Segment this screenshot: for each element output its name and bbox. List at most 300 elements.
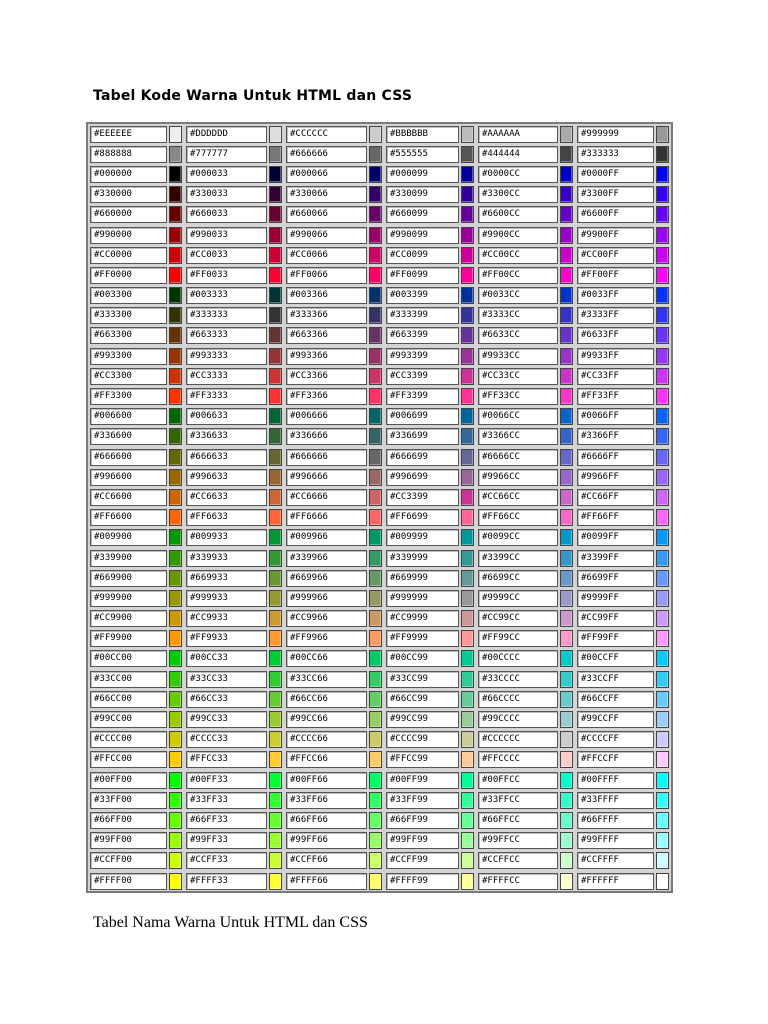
color-code-text: #00CC33 xyxy=(186,650,267,667)
color-code-cell xyxy=(575,669,655,689)
color-code-text: #FF66CC xyxy=(478,509,558,526)
color-swatch-cell xyxy=(559,588,575,608)
color-code-text: #660033 xyxy=(186,206,267,223)
color-code-cell xyxy=(284,528,368,548)
color-code-text: #00CC99 xyxy=(386,650,459,667)
color-swatch-cell xyxy=(460,265,476,285)
color-code-text: #FF66FF xyxy=(577,509,654,526)
color-code-text: #FF0066 xyxy=(286,267,367,284)
color-code-cell xyxy=(476,366,559,386)
color-swatch-cell xyxy=(368,689,384,709)
color-code-text: #CCCC00 xyxy=(90,731,167,748)
color-code-text: #FF00FF xyxy=(577,267,654,284)
table-row xyxy=(88,205,671,225)
color-swatch-cell xyxy=(655,810,671,830)
color-code-cell xyxy=(284,709,368,729)
color-swatch xyxy=(656,731,669,748)
color-swatch-cell xyxy=(460,790,476,810)
color-swatch xyxy=(269,186,282,203)
color-swatch-cell xyxy=(460,871,476,891)
color-code-cell xyxy=(284,689,368,709)
color-swatch xyxy=(369,691,382,708)
color-code-cell xyxy=(284,286,368,306)
color-code-text: #CCCC33 xyxy=(186,731,267,748)
color-code-text: #6600CC xyxy=(478,206,558,223)
color-code-text: #CC3399 xyxy=(386,368,459,385)
color-code-text: #33CCFF xyxy=(577,671,654,688)
color-code-text: #006633 xyxy=(186,408,267,425)
color-code-text: #3333CC xyxy=(478,307,558,324)
color-swatch xyxy=(369,287,382,304)
color-code-cell xyxy=(476,528,559,548)
color-code-cell xyxy=(88,144,168,164)
color-code-cell xyxy=(284,508,368,528)
color-code-cell xyxy=(88,366,168,386)
color-code-cell xyxy=(88,205,168,225)
color-swatch xyxy=(269,267,282,284)
color-code-cell xyxy=(575,185,655,205)
color-code-text: #CC9999 xyxy=(386,610,459,627)
color-code-text: #999999 xyxy=(577,126,654,143)
color-swatch-cell xyxy=(268,548,284,568)
color-swatch xyxy=(169,630,182,647)
color-swatch-cell xyxy=(368,810,384,830)
color-swatch xyxy=(269,489,282,506)
color-swatch-cell xyxy=(268,144,284,164)
color-swatch xyxy=(369,206,382,223)
color-swatch-cell xyxy=(460,286,476,306)
color-swatch-cell xyxy=(460,568,476,588)
color-swatch-cell xyxy=(168,326,184,346)
color-code-cell xyxy=(88,730,168,750)
color-code-text: #666600 xyxy=(90,449,167,466)
color-code-cell xyxy=(476,205,559,225)
color-swatch-cell xyxy=(655,568,671,588)
color-swatch-cell xyxy=(460,447,476,467)
color-swatch xyxy=(656,610,669,627)
color-swatch-cell xyxy=(168,366,184,386)
color-code-cell xyxy=(476,225,559,245)
color-swatch xyxy=(461,408,474,425)
color-swatch xyxy=(656,206,669,223)
color-swatch-cell xyxy=(368,790,384,810)
color-swatch-cell xyxy=(368,508,384,528)
color-swatch-cell xyxy=(368,306,384,326)
table-row xyxy=(88,467,671,487)
color-code-text: #996699 xyxy=(386,469,459,486)
color-code-cell xyxy=(284,831,368,851)
color-code-text: #003333 xyxy=(186,287,267,304)
color-swatch xyxy=(461,772,474,789)
table-row xyxy=(88,326,671,346)
color-code-text: #66CC66 xyxy=(286,691,367,708)
color-code-text: #FF3399 xyxy=(386,388,459,405)
color-swatch-cell xyxy=(655,548,671,568)
color-swatch-cell xyxy=(268,750,284,770)
color-code-cell xyxy=(476,447,559,467)
color-swatch xyxy=(269,550,282,567)
color-code-cell xyxy=(384,366,460,386)
color-code-cell xyxy=(284,407,368,427)
color-code-cell xyxy=(88,306,168,326)
table-row xyxy=(88,770,671,790)
color-swatch xyxy=(269,287,282,304)
color-swatch xyxy=(656,873,669,890)
color-code-cell xyxy=(575,225,655,245)
color-swatch-cell xyxy=(460,185,476,205)
table-row xyxy=(88,568,671,588)
color-code-text: #99CCFF xyxy=(577,711,654,728)
color-swatch xyxy=(369,529,382,546)
color-swatch xyxy=(656,590,669,607)
color-code-text: #6666FF xyxy=(577,449,654,466)
table-row xyxy=(88,407,671,427)
color-code-text: #FFFF33 xyxy=(186,873,267,890)
color-code-text: #FF99FF xyxy=(577,630,654,647)
color-swatch xyxy=(269,590,282,607)
color-swatch xyxy=(656,671,669,688)
color-swatch xyxy=(461,449,474,466)
color-swatch xyxy=(656,267,669,284)
color-code-cell xyxy=(575,447,655,467)
color-swatch xyxy=(656,691,669,708)
color-code-cell xyxy=(88,831,168,851)
color-code-text: #3333FF xyxy=(577,307,654,324)
color-swatch xyxy=(169,368,182,385)
color-code-cell xyxy=(476,568,559,588)
color-swatch-cell xyxy=(168,447,184,467)
color-code-text: #777777 xyxy=(186,146,267,163)
color-code-cell xyxy=(384,346,460,366)
color-code-cell xyxy=(575,689,655,709)
color-code-text: #0033CC xyxy=(478,287,558,304)
table-row xyxy=(88,164,671,184)
color-code-cell xyxy=(184,407,268,427)
color-code-cell xyxy=(384,649,460,669)
color-swatch-cell xyxy=(655,770,671,790)
color-swatch xyxy=(560,186,573,203)
color-swatch xyxy=(560,630,573,647)
color-code-cell xyxy=(476,730,559,750)
color-swatch xyxy=(269,711,282,728)
color-code-text: #663399 xyxy=(386,327,459,344)
color-swatch xyxy=(656,227,669,244)
color-code-text: #CCCCCC xyxy=(478,731,558,748)
color-swatch-cell xyxy=(655,629,671,649)
color-swatch-cell xyxy=(559,669,575,689)
color-swatch xyxy=(656,166,669,183)
color-swatch xyxy=(369,247,382,264)
color-code-text: #CC0066 xyxy=(286,247,367,264)
color-code-text: #0033FF xyxy=(577,287,654,304)
color-code-cell xyxy=(88,528,168,548)
table-row xyxy=(88,386,671,406)
color-swatch xyxy=(369,307,382,324)
color-swatch-cell xyxy=(655,709,671,729)
color-swatch xyxy=(560,348,573,365)
color-swatch xyxy=(169,691,182,708)
color-table-body xyxy=(88,124,671,891)
color-code-cell xyxy=(476,548,559,568)
color-code-cell xyxy=(184,366,268,386)
color-swatch xyxy=(269,731,282,748)
color-swatch xyxy=(461,529,474,546)
color-swatch-cell xyxy=(368,871,384,891)
color-swatch xyxy=(560,570,573,587)
color-swatch-cell xyxy=(655,286,671,306)
color-code-text: #00FF33 xyxy=(186,772,267,789)
color-code-text: #6600FF xyxy=(577,206,654,223)
color-swatch xyxy=(369,852,382,869)
color-swatch xyxy=(461,852,474,869)
color-swatch-cell xyxy=(268,185,284,205)
color-code-text: #99CC66 xyxy=(286,711,367,728)
color-code-text: #669933 xyxy=(186,570,267,587)
color-swatch-cell xyxy=(559,730,575,750)
color-code-cell xyxy=(575,306,655,326)
color-swatch-cell xyxy=(268,306,284,326)
color-code-text: #999966 xyxy=(286,590,367,607)
color-swatch-cell xyxy=(168,124,184,144)
color-code-text: #669966 xyxy=(286,570,367,587)
color-code-text: #CC9933 xyxy=(186,610,267,627)
color-code-text: #99FFFF xyxy=(577,832,654,849)
color-code-text: #0099CC xyxy=(478,529,558,546)
color-code-text: #33FF66 xyxy=(286,792,367,809)
color-swatch xyxy=(369,772,382,789)
color-code-cell xyxy=(476,709,559,729)
color-code-text: #9966CC xyxy=(478,469,558,486)
color-swatch xyxy=(461,166,474,183)
color-code-cell xyxy=(476,245,559,265)
color-swatch xyxy=(656,146,669,163)
color-code-cell xyxy=(476,629,559,649)
color-swatch-cell xyxy=(460,245,476,265)
color-code-text: #333333 xyxy=(577,146,654,163)
color-swatch xyxy=(369,570,382,587)
color-code-cell xyxy=(284,790,368,810)
color-swatch-cell xyxy=(368,649,384,669)
color-code-cell xyxy=(284,588,368,608)
color-swatch-cell xyxy=(460,831,476,851)
color-swatch-cell xyxy=(559,790,575,810)
color-code-cell xyxy=(284,487,368,507)
color-swatch xyxy=(169,812,182,829)
color-code-text: #000000 xyxy=(90,166,167,183)
color-swatch-cell xyxy=(268,326,284,346)
color-swatch-cell xyxy=(268,467,284,487)
table-row xyxy=(88,447,671,467)
color-swatch xyxy=(369,227,382,244)
color-swatch xyxy=(169,772,182,789)
color-swatch-cell xyxy=(268,588,284,608)
color-code-cell xyxy=(384,205,460,225)
color-code-cell xyxy=(476,871,559,891)
color-swatch-cell xyxy=(460,508,476,528)
color-swatch-cell xyxy=(168,871,184,891)
color-swatch xyxy=(560,368,573,385)
color-swatch-cell xyxy=(460,164,476,184)
color-swatch-cell xyxy=(168,851,184,871)
color-swatch-cell xyxy=(655,851,671,871)
color-swatch xyxy=(656,772,669,789)
color-code-cell xyxy=(184,447,268,467)
color-swatch-cell xyxy=(268,366,284,386)
color-code-cell xyxy=(88,649,168,669)
color-code-text: #000099 xyxy=(386,166,459,183)
color-swatch-cell xyxy=(460,851,476,871)
color-code-cell xyxy=(184,205,268,225)
color-swatch-cell xyxy=(368,851,384,871)
color-swatch-cell xyxy=(368,609,384,629)
color-code-text: #FFCCFF xyxy=(577,751,654,768)
color-code-text: #660000 xyxy=(90,206,167,223)
color-swatch-cell xyxy=(559,568,575,588)
color-code-text: #CC00CC xyxy=(478,247,558,264)
color-swatch xyxy=(369,630,382,647)
color-swatch-cell xyxy=(268,770,284,790)
color-swatch xyxy=(461,792,474,809)
color-code-text: #888888 xyxy=(90,146,167,163)
color-code-text: #CC0099 xyxy=(386,247,459,264)
color-code-cell xyxy=(184,508,268,528)
color-code-cell xyxy=(88,467,168,487)
color-code-cell xyxy=(575,750,655,770)
color-swatch-cell xyxy=(460,386,476,406)
color-swatch xyxy=(656,792,669,809)
color-swatch xyxy=(369,449,382,466)
color-code-cell xyxy=(88,629,168,649)
color-code-cell xyxy=(575,326,655,346)
color-code-text: #CC6666 xyxy=(286,489,367,506)
table-row xyxy=(88,689,671,709)
color-code-text: #BBBBBB xyxy=(386,126,459,143)
color-code-cell xyxy=(384,810,460,830)
color-code-text: #0000CC xyxy=(478,166,558,183)
color-swatch-cell xyxy=(168,245,184,265)
color-code-cell xyxy=(575,548,655,568)
color-code-text: #009933 xyxy=(186,529,267,546)
color-swatch-cell xyxy=(168,144,184,164)
color-swatch-cell xyxy=(368,205,384,225)
table-row xyxy=(88,810,671,830)
color-code-cell xyxy=(184,871,268,891)
color-code-text: #CCCC99 xyxy=(386,731,459,748)
color-swatch xyxy=(369,327,382,344)
color-code-text: #66FFCC xyxy=(478,812,558,829)
color-swatch-cell xyxy=(559,185,575,205)
color-swatch-cell xyxy=(268,851,284,871)
color-swatch xyxy=(461,146,474,163)
color-code-cell xyxy=(575,851,655,871)
color-code-text: #333366 xyxy=(286,307,367,324)
color-code-text: #FF3366 xyxy=(286,388,367,405)
color-swatch-cell xyxy=(655,730,671,750)
color-code-text: #3300FF xyxy=(577,186,654,203)
color-code-cell xyxy=(575,568,655,588)
color-code-cell xyxy=(575,588,655,608)
color-code-text: #0099FF xyxy=(577,529,654,546)
color-code-text: #CCFF00 xyxy=(90,852,167,869)
color-swatch-cell xyxy=(460,487,476,507)
color-swatch xyxy=(269,449,282,466)
color-code-text: #003300 xyxy=(90,287,167,304)
color-swatch-cell xyxy=(368,407,384,427)
color-code-cell xyxy=(88,709,168,729)
color-swatch-cell xyxy=(559,810,575,830)
table-row xyxy=(88,548,671,568)
color-swatch-cell xyxy=(460,225,476,245)
color-swatch-cell xyxy=(655,346,671,366)
color-swatch-cell xyxy=(268,790,284,810)
color-swatch xyxy=(461,832,474,849)
color-code-cell xyxy=(384,467,460,487)
color-swatch xyxy=(169,227,182,244)
color-swatch xyxy=(656,327,669,344)
color-swatch xyxy=(656,469,669,486)
color-code-cell xyxy=(575,730,655,750)
color-code-text: #CC0000 xyxy=(90,247,167,264)
color-swatch xyxy=(169,590,182,607)
color-code-cell xyxy=(284,245,368,265)
table-row xyxy=(88,124,671,144)
color-swatch xyxy=(169,267,182,284)
color-code-text: #336699 xyxy=(386,428,459,445)
color-swatch xyxy=(369,408,382,425)
color-code-cell xyxy=(384,851,460,871)
color-swatch-cell xyxy=(559,265,575,285)
color-swatch xyxy=(656,570,669,587)
color-code-text: #FFCC99 xyxy=(386,751,459,768)
color-code-text: #9999FF xyxy=(577,590,654,607)
color-code-text: #00FF66 xyxy=(286,772,367,789)
color-swatch xyxy=(369,711,382,728)
color-code-text: #993366 xyxy=(286,348,367,365)
color-code-text: #6633CC xyxy=(478,327,558,344)
color-swatch xyxy=(369,792,382,809)
color-code-cell xyxy=(384,629,460,649)
color-swatch-cell xyxy=(559,770,575,790)
color-code-cell xyxy=(384,164,460,184)
color-swatch-cell xyxy=(268,528,284,548)
color-code-cell xyxy=(575,124,655,144)
color-swatch xyxy=(169,469,182,486)
color-code-cell xyxy=(476,467,559,487)
color-swatch xyxy=(461,469,474,486)
color-code-cell xyxy=(476,750,559,770)
color-swatch xyxy=(169,206,182,223)
color-code-cell xyxy=(88,386,168,406)
color-code-text: #CCCCCC xyxy=(286,126,367,143)
color-swatch-cell xyxy=(655,265,671,285)
color-code-text: #00FF00 xyxy=(90,772,167,789)
color-swatch-cell xyxy=(368,427,384,447)
color-code-cell xyxy=(575,205,655,225)
color-code-cell xyxy=(384,124,460,144)
color-swatch-cell xyxy=(268,709,284,729)
color-swatch xyxy=(461,873,474,890)
color-swatch-cell xyxy=(368,286,384,306)
color-swatch-cell xyxy=(460,689,476,709)
color-code-text: #66FF00 xyxy=(90,812,167,829)
color-code-text: #669999 xyxy=(386,570,459,587)
color-code-cell xyxy=(384,306,460,326)
color-swatch-cell xyxy=(655,205,671,225)
color-code-text: #CC99FF xyxy=(577,610,654,627)
color-swatch xyxy=(369,550,382,567)
color-code-cell xyxy=(575,770,655,790)
color-swatch xyxy=(269,428,282,445)
